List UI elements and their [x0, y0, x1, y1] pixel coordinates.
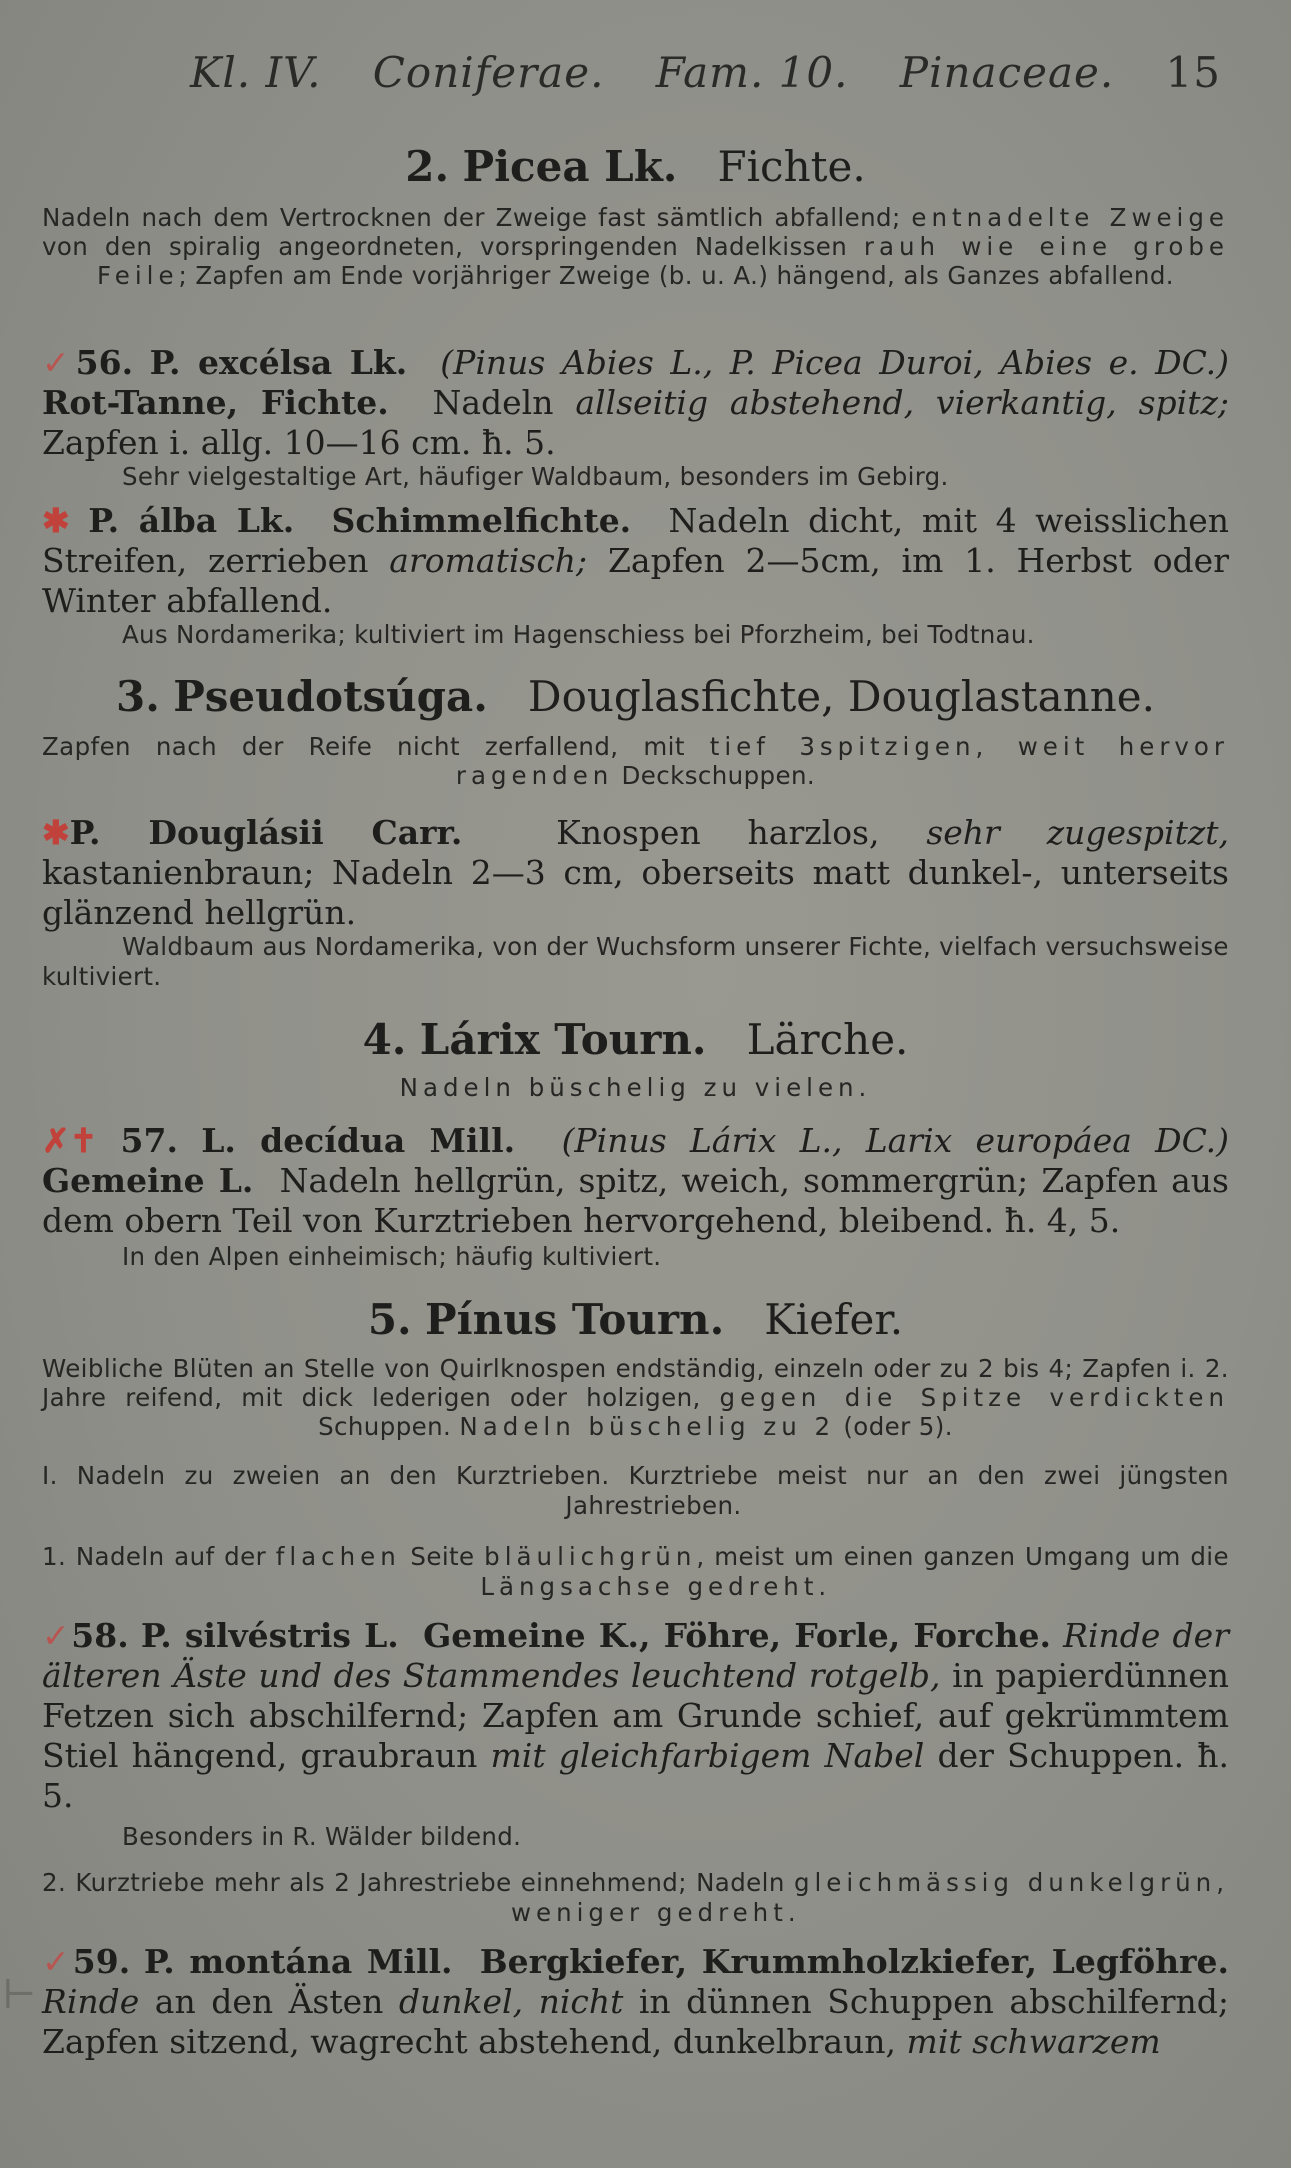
- star-mark: ✱: [42, 813, 70, 852]
- desc-text: ; Zapfen am Ende vorjähriger Zweige (b. u. A.) hängend, als Ganzes abfallend.: [178, 261, 1174, 290]
- key-entry-1: [42, 1542, 1229, 1602]
- species-text: Nadeln hellgrün, spitz, weich, sommergrün; Zapfen aus dem obern Teil von Kurztrieben hervorgehend, bleibend. ħ. 4, 5.: [42, 1161, 1229, 1240]
- desc-spaced: tief 3spitzigen, weit hervor ragenden: [455, 732, 1229, 790]
- species-entry-58: [42, 1616, 1229, 1816]
- genus-name: Lárix Tourn.: [419, 1015, 707, 1064]
- species-common-name: Bergkiefer, Krummholzkiefer, Legföhre.: [479, 1942, 1230, 1981]
- species-italic: Rinde: [42, 1982, 140, 2021]
- key-text: .: [818, 1572, 827, 1601]
- species-name: P. silvéstris L.: [140, 1616, 399, 1655]
- genus-title-pseudotsuga: [42, 673, 1229, 721]
- star-mark: ✱: [42, 501, 70, 540]
- genus-description-larix: Nadeln büschelig zu vielen.: [399, 1073, 872, 1102]
- genus-description-picea: [42, 203, 1229, 290]
- species-name: P. Douglásii Carr.: [69, 813, 463, 852]
- desc-spaced: Nadeln büschelig zu 2: [459, 1412, 836, 1441]
- species-number: 57.: [120, 1121, 178, 1160]
- species-italic: dunkel, nicht: [398, 1982, 624, 2021]
- species-note-57: In den Alpen einheimisch; häufig kultiviert.: [122, 1242, 662, 1271]
- key-text: Seite: [400, 1542, 485, 1571]
- species-entry-59: [42, 1942, 1229, 2062]
- genus-description-pinus: [42, 1354, 1229, 1441]
- key-text: .: [787, 1898, 797, 1927]
- desc-text: Deckschuppen.: [613, 761, 816, 790]
- species-italic: Rinde der älteren Äste und des Stammendes leuchtend rotgelb,: [42, 1616, 1229, 1695]
- desc-text: Zapfen nach der Reife nicht zerfallend, mit: [42, 732, 710, 761]
- genus-number: 4.: [362, 1015, 407, 1064]
- species-synonyms: (Pinus Abies L., P. Picea Duroi, Abies e. DC.): [440, 343, 1230, 382]
- key-text: , meist um einen ganzen Umgang um die: [696, 1542, 1229, 1571]
- species-text: Nadeln dicht, mit 4 weisslichen Streifen, zerrieben: [42, 501, 1230, 580]
- species-name: P. álba Lk.: [88, 501, 295, 540]
- species-note-56: Sehr vielgestaltige Art, häufiger Waldbaum, besonders im Gebirg.: [122, 462, 949, 491]
- key-text: 2. Kurztriebe mehr als 2 Jahrestriebe einnehmend; Nadeln: [42, 1868, 794, 1897]
- header-order: Coniferae.: [372, 48, 605, 97]
- desc-spaced: gegen die Spitze verdickten: [719, 1383, 1229, 1412]
- margin-line-mark: ⊢: [2, 1972, 37, 2018]
- genus-common-name: Fichte.: [717, 142, 866, 191]
- genus-number: 5.: [367, 1295, 412, 1344]
- species-text: kastanienbraun; Nadeln 2—3 cm, oberseits matt dunkel-, unterseits glänzend hellgrün.: [42, 853, 1229, 932]
- genus-description-pseudotsuga: [42, 732, 1229, 790]
- desc-text: (oder 5).: [835, 1412, 953, 1441]
- species-entry-douglasii: [42, 813, 1229, 933]
- species-name: P. montána Mill.: [143, 1942, 453, 1981]
- key-spaced: bläulichgrün: [484, 1542, 697, 1571]
- desc-spaced: entnadelte Zweige: [911, 203, 1229, 232]
- species-number: 56.: [75, 343, 134, 382]
- species-note-58: Besonders in R. Wälder bildend.: [122, 1822, 522, 1851]
- genus-title-picea: [42, 143, 1229, 191]
- species-text: der Schuppen. ħ. 5.: [42, 1736, 1229, 1815]
- species-text: in dünnen Schuppen abschilfernd; Zapfen sitzend, wagrecht abstehend, dunkelbraun,: [42, 1982, 1229, 2061]
- desc-text: Nadeln nach dem Vertrocknen der Zweige fast sämtlich abfallend;: [42, 203, 912, 232]
- species-name: L. decídua Mill.: [201, 1121, 516, 1160]
- species-number: 59.: [72, 1942, 131, 1981]
- key-entry-I: I. Nadeln zu zweien an den Kurztrieben. Kurztriebe meist nur an den zwei jüngsten Jahrestrieben.: [42, 1461, 1229, 1520]
- species-text: Knospen harzlos,: [556, 813, 880, 852]
- species-synonyms: (Pinus Lárix L., Larix europáea DC.): [561, 1121, 1230, 1160]
- desc-text: Schuppen.: [318, 1412, 460, 1441]
- header-family: Fam. 10.: [655, 48, 849, 97]
- genus-name: Pseudotsúga.: [173, 672, 488, 721]
- header-family-name: Pinaceae.: [899, 48, 1115, 97]
- species-italic: sehr zugespitzt,: [926, 813, 1229, 852]
- species-text: in papierdünnen Fetzen sich abschilfernd; Zapfen am Grunde schief, auf gekrümmtem Stiel hängend, graubraun: [42, 1656, 1229, 1775]
- species-common-name: Gemeine L.: [42, 1161, 254, 1200]
- key-spaced: flachen: [275, 1542, 401, 1571]
- desc-text: von den spiralig angeordneten, vorspringenden Nadelkissen: [42, 232, 864, 261]
- species-entry-alba: [42, 501, 1229, 621]
- species-common-name: Schimmelfichte.: [331, 501, 632, 540]
- species-italic: allseitig abstehend, vierkantig, spitz;: [575, 383, 1229, 422]
- key-entry-2: [42, 1868, 1229, 1928]
- species-entry-56: [42, 343, 1229, 463]
- genus-number: 2.: [405, 142, 450, 191]
- species-common-name: Rot-Tanne, Fichte.: [42, 383, 389, 422]
- species-number: 58.: [71, 1616, 129, 1655]
- key-spaced: gleichmässig dunkelgrün, weniger gedreht: [510, 1868, 1229, 1927]
- genus-number: 3.: [115, 672, 160, 721]
- genus-title-larix: [42, 1016, 1229, 1064]
- species-text: an den Ästen: [154, 1982, 384, 2021]
- genus-common-name: Lärche.: [746, 1015, 909, 1064]
- key-text: 1. Nadeln auf der: [42, 1542, 276, 1571]
- genus-name: Picea Lk.: [462, 142, 678, 191]
- species-text: Zapfen 2—5cm, im 1. Herbst oder Winter abfallend.: [42, 541, 1229, 620]
- key-spaced: Längsachse gedreht: [480, 1572, 819, 1601]
- genus-name: Pínus Tourn.: [425, 1295, 725, 1344]
- cross-mark: ✗✝: [42, 1121, 98, 1160]
- genus-title-pinus: [42, 1296, 1229, 1344]
- check-mark: ✓: [42, 1942, 73, 1981]
- species-entry-57: [42, 1121, 1229, 1241]
- species-note-douglasii: Waldbaum aus Nordamerika, von der Wuchsform unserer Fichte, vielfach versuchsweise kultiviert.: [42, 932, 1229, 991]
- check-mark: ✓: [42, 1616, 72, 1655]
- species-italic: aromatisch;: [389, 541, 588, 580]
- species-italic: mit gleichfarbigem Nabel: [490, 1736, 925, 1775]
- running-header: [190, 48, 1221, 97]
- genus-common-name: Kiefer.: [764, 1295, 904, 1344]
- species-name: P. excélsa Lk.: [149, 343, 408, 382]
- species-common-name: Gemeine K., Föhre, Forle, Forche.: [423, 1616, 1051, 1655]
- genus-common-name: Douglasfichte, Douglastanne.: [527, 672, 1156, 721]
- species-text: Nadeln: [432, 383, 554, 422]
- desc-text: Weibliche Blüten an Stelle von Quirlknospen endständig, einzeln oder zu 2 bis 4; Zapfen i. 2. Jahre reifend, mit dick lederigen oder holzigen,: [42, 1354, 1229, 1412]
- page-number: 15: [1165, 48, 1221, 97]
- header-class: Kl. IV.: [190, 48, 322, 97]
- species-italic: mit schwarzem: [906, 2022, 1161, 2061]
- desc-spaced: rauh wie eine grobe Feile: [97, 232, 1230, 290]
- species-text: Zapfen i. allg. 10—16 cm. ħ. 5.: [42, 423, 556, 462]
- check-mark: ✓: [42, 343, 76, 382]
- species-note-alba: Aus Nordamerika; kultiviert im Hagenschiess bei Pforzheim, bei Todtnau.: [122, 620, 1035, 649]
